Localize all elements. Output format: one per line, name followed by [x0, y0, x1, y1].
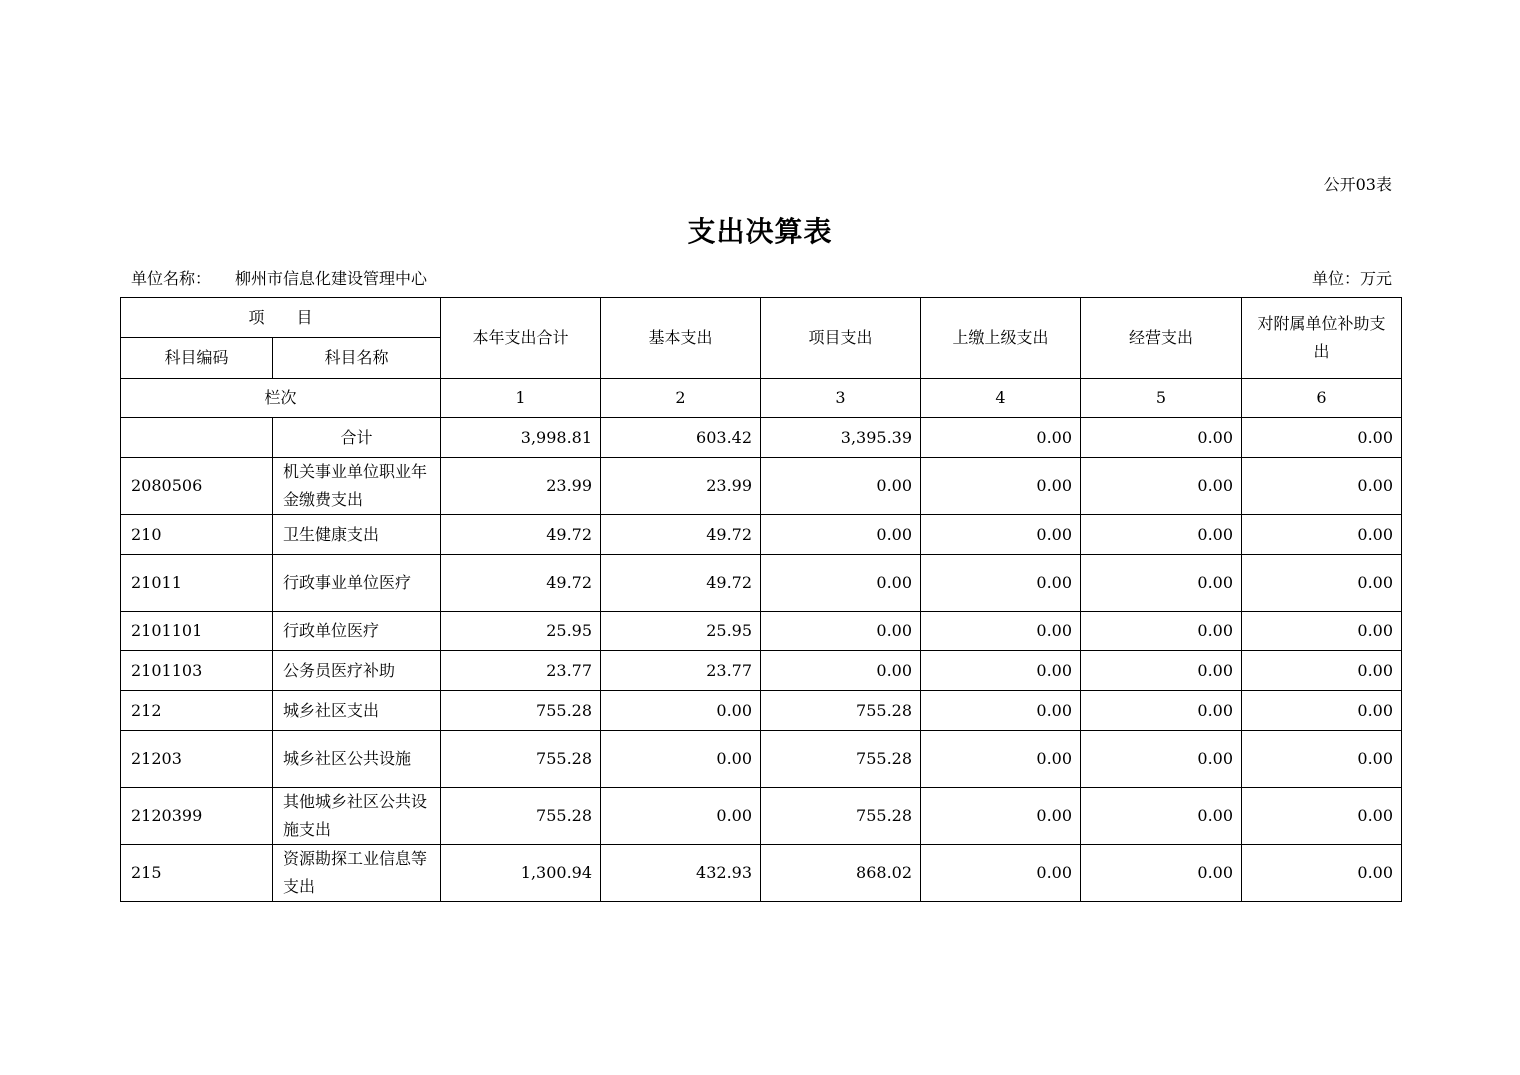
row-subsidy: 0.00 — [1242, 788, 1402, 845]
row-code: 2101101 — [121, 612, 273, 651]
row-basic: 25.95 — [601, 612, 761, 651]
row-operating: 0.00 — [1081, 515, 1242, 555]
row-operating: 0.00 — [1081, 788, 1242, 845]
row-upper: 0.00 — [921, 845, 1081, 902]
row-project: 755.28 — [761, 731, 921, 788]
header-upper: 上缴上级支出 — [921, 298, 1081, 379]
row-total: 755.28 — [441, 731, 601, 788]
header-subsidy: 对附属单位补助支出 — [1242, 298, 1402, 379]
row-subsidy: 0.00 — [1242, 845, 1402, 902]
table-row — [121, 788, 1402, 845]
summary-label: 合计 — [273, 418, 441, 458]
row-operating: 0.00 — [1081, 612, 1242, 651]
row-total: 1,300.94 — [441, 845, 601, 902]
row-subsidy: 0.00 — [1242, 612, 1402, 651]
row-name: 资源勘探工业信息等支出 — [273, 845, 441, 902]
row-basic: 432.93 — [601, 845, 761, 902]
table-row — [121, 691, 1402, 731]
row-name: 其他城乡社区公共设施支出 — [273, 788, 441, 845]
row-subsidy: 0.00 — [1242, 691, 1402, 731]
table-row — [121, 612, 1402, 651]
row-operating: 0.00 — [1081, 651, 1242, 691]
row-project: 868.02 — [761, 845, 921, 902]
column-number-5: 5 — [1081, 379, 1242, 418]
row-name: 公务员医疗补助 — [273, 651, 441, 691]
row-basic: 49.72 — [601, 515, 761, 555]
unit-label: 单位：万元 — [1311, 269, 1392, 288]
row-upper: 0.00 — [921, 555, 1081, 612]
row-name: 城乡社区支出 — [273, 691, 441, 731]
row-upper: 0.00 — [921, 691, 1081, 731]
summary-subsidy: 0.00 — [1242, 418, 1402, 458]
row-basic: 23.77 — [601, 651, 761, 691]
row-code: 21203 — [121, 731, 273, 788]
row-total: 49.72 — [441, 555, 601, 612]
row-project: 755.28 — [761, 788, 921, 845]
header-operating: 经营支出 — [1081, 298, 1242, 379]
row-upper: 0.00 — [921, 731, 1081, 788]
org-info — [131, 266, 427, 289]
row-code: 2120399 — [121, 788, 273, 845]
table-row — [121, 651, 1402, 691]
row-total: 23.99 — [441, 458, 601, 515]
row-total: 25.95 — [441, 612, 601, 651]
row-operating: 0.00 — [1081, 691, 1242, 731]
row-upper: 0.00 — [921, 788, 1081, 845]
row-name: 城乡社区公共设施 — [273, 731, 441, 788]
header-code: 科目编码 — [121, 338, 273, 379]
row-upper: 0.00 — [921, 651, 1081, 691]
row-upper: 0.00 — [921, 612, 1081, 651]
column-number-label: 栏次 — [121, 379, 441, 418]
page-title: 支出决算表 — [687, 215, 833, 248]
row-basic: 0.00 — [601, 691, 761, 731]
row-name: 卫生健康支出 — [273, 515, 441, 555]
row-operating: 0.00 — [1081, 555, 1242, 612]
table-row — [121, 845, 1402, 902]
row-code: 21011 — [121, 555, 273, 612]
row-code: 210 — [121, 515, 273, 555]
row-code: 2101103 — [121, 651, 273, 691]
header-name: 科目名称 — [273, 338, 441, 379]
row-basic: 0.00 — [601, 788, 761, 845]
row-code: 2080506 — [121, 458, 273, 515]
summary-operating: 0.00 — [1081, 418, 1242, 458]
expenditure-table — [120, 297, 1402, 902]
row-name: 行政单位医疗 — [273, 612, 441, 651]
row-basic: 0.00 — [601, 731, 761, 788]
row-subsidy: 0.00 — [1242, 458, 1402, 515]
row-basic: 49.72 — [601, 555, 761, 612]
row-subsidy: 0.00 — [1242, 651, 1402, 691]
table-row — [121, 555, 1402, 612]
row-project: 0.00 — [761, 612, 921, 651]
row-subsidy: 0.00 — [1242, 555, 1402, 612]
table-row — [121, 731, 1402, 788]
row-total: 755.28 — [441, 788, 601, 845]
org-label: 单位名称： — [131, 269, 212, 288]
row-project: 755.28 — [761, 691, 921, 731]
row-total: 49.72 — [441, 515, 601, 555]
summary-project: 3,395.39 — [761, 418, 921, 458]
column-number-4: 4 — [921, 379, 1081, 418]
row-project: 0.00 — [761, 458, 921, 515]
row-code: 212 — [121, 691, 273, 731]
table-row — [121, 515, 1402, 555]
summary-total: 3,998.81 — [441, 418, 601, 458]
row-basic: 23.99 — [601, 458, 761, 515]
header-basic: 基本支出 — [601, 298, 761, 379]
row-total: 23.77 — [441, 651, 601, 691]
row-operating: 0.00 — [1081, 458, 1242, 515]
header-project: 项目支出 — [761, 298, 921, 379]
row-subsidy: 0.00 — [1242, 515, 1402, 555]
column-number-6: 6 — [1242, 379, 1402, 418]
summary-row — [121, 418, 1402, 458]
row-name: 行政事业单位医疗 — [273, 555, 441, 612]
row-project: 0.00 — [761, 515, 921, 555]
summary-basic: 603.42 — [601, 418, 761, 458]
column-number-1: 1 — [441, 379, 601, 418]
row-project: 0.00 — [761, 651, 921, 691]
form-code: 公开03表 — [1323, 175, 1392, 194]
row-operating: 0.00 — [1081, 845, 1242, 902]
row-upper: 0.00 — [921, 515, 1081, 555]
row-project: 0.00 — [761, 555, 921, 612]
row-upper: 0.00 — [921, 458, 1081, 515]
row-total: 755.28 — [441, 691, 601, 731]
row-subsidy: 0.00 — [1242, 731, 1402, 788]
summary-code — [121, 418, 273, 458]
header-total: 本年支出合计 — [441, 298, 601, 379]
row-name: 机关事业单位职业年金缴费支出 — [273, 458, 441, 515]
summary-upper: 0.00 — [921, 418, 1081, 458]
column-number-2: 2 — [601, 379, 761, 418]
org-name: 柳州市信息化建设管理中心 — [235, 269, 428, 288]
unit-row — [131, 266, 1392, 289]
header-item: 项 目 — [121, 298, 441, 338]
column-number-3: 3 — [761, 379, 921, 418]
table-row — [121, 458, 1402, 515]
row-code: 215 — [121, 845, 273, 902]
row-operating: 0.00 — [1081, 731, 1242, 788]
